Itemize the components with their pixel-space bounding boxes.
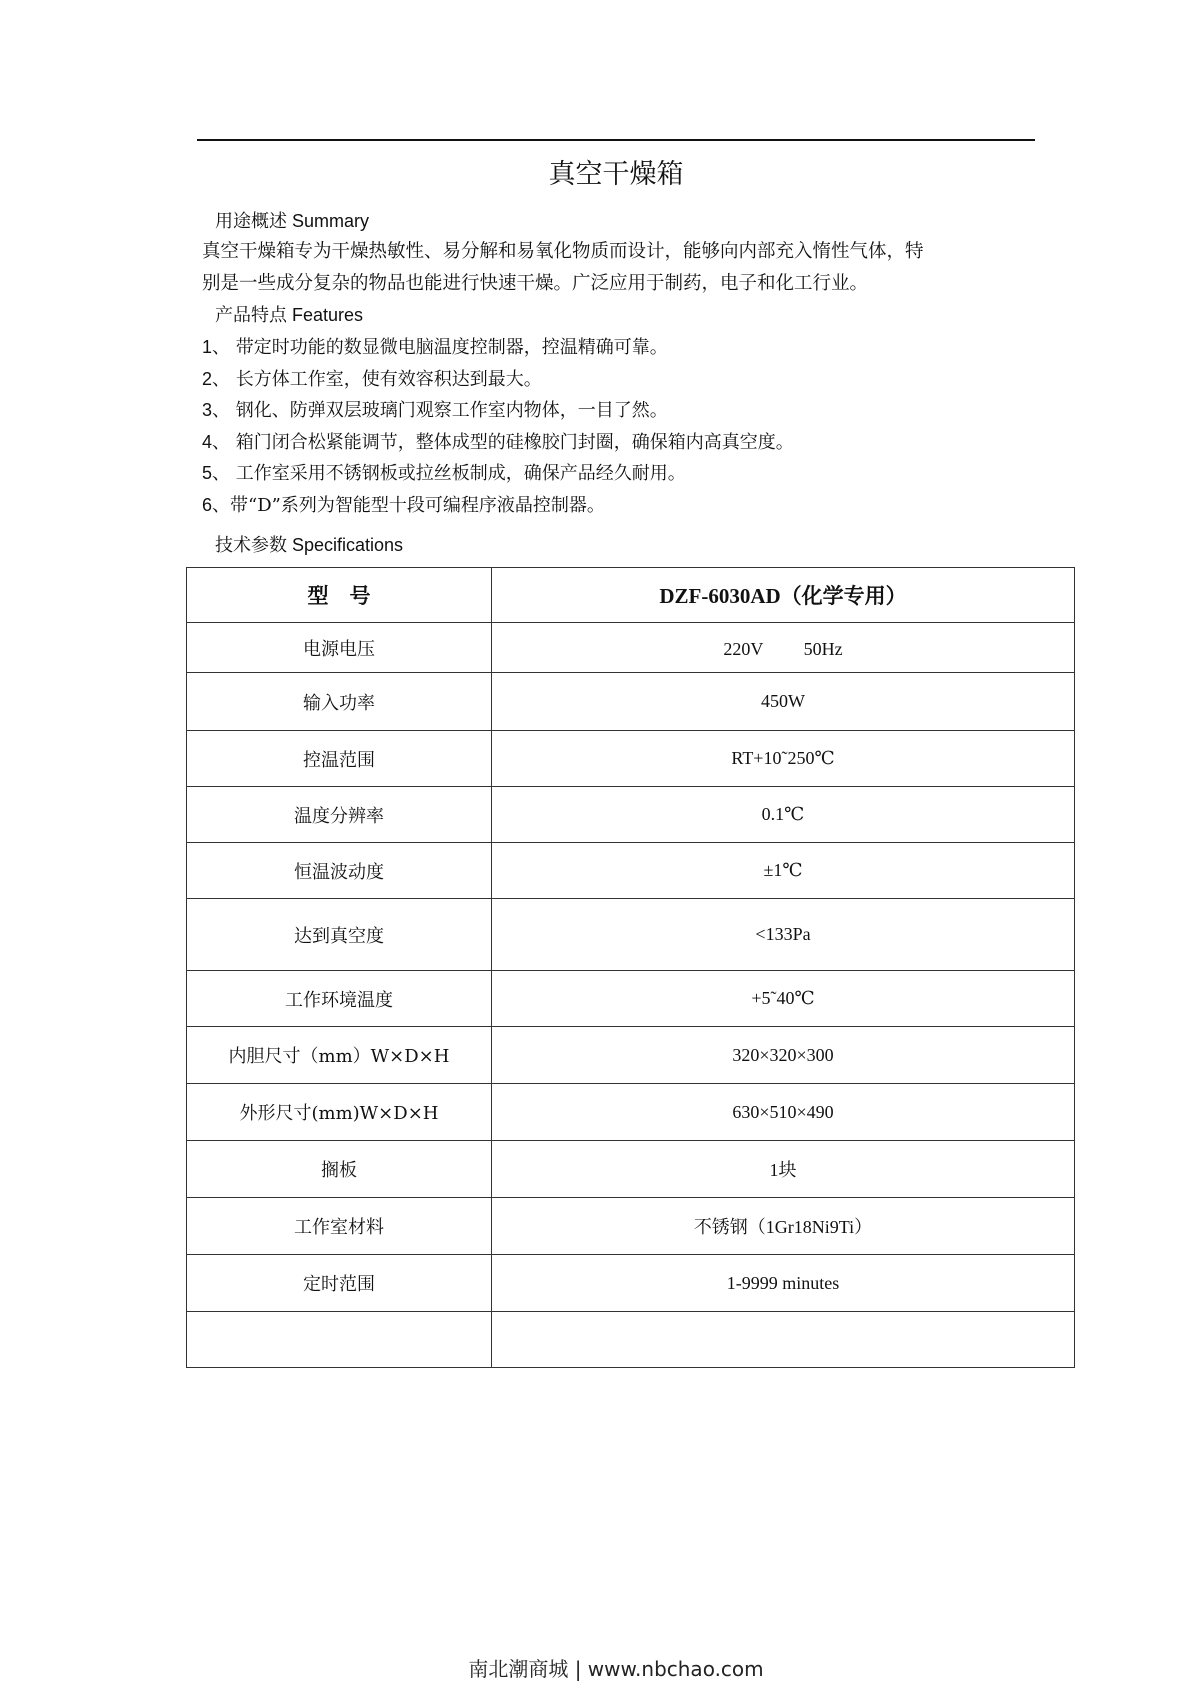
table-row: [187, 1084, 1075, 1141]
spec-value-cell: 0.1℃: [492, 787, 1075, 843]
feature-item: [202, 458, 794, 490]
spec-label-cell: 搁板: [187, 1141, 492, 1198]
features-list: [202, 332, 794, 522]
feature-item: [202, 490, 794, 522]
spec-value-cell: +5˜40℃: [492, 971, 1075, 1027]
feature-number: 3、: [202, 400, 231, 421]
spec-value-cell: 220V 50Hz: [492, 623, 1075, 673]
feature-item: [202, 427, 794, 459]
feature-text: 工作室采用不锈钢板或拉丝板制成，确保产品经久耐用。: [230, 463, 686, 485]
spec-label-cell: 温度分辨率: [187, 787, 492, 843]
feature-number: 2、: [202, 368, 231, 389]
spec-label-cell: 定时范围: [187, 1255, 492, 1312]
summary-line: 别是一些成分复杂的物品也能进行快速干燥。广泛应用于制药，电子和化工行业。: [202, 273, 869, 294]
spec-value-cell: 630×510×490: [492, 1084, 1075, 1141]
feature-item: [202, 395, 794, 427]
table-row: [187, 1255, 1075, 1312]
table-row: [187, 899, 1075, 971]
specifications-heading: 技术参数 Specifications: [215, 535, 404, 555]
spec-value-cell: 1-9999 minutes: [492, 1255, 1075, 1312]
spec-label-cell: 控温范围: [187, 731, 492, 787]
spec-value-cell: 1块: [492, 1141, 1075, 1198]
features-heading: 产品特点 Features: [215, 305, 364, 325]
table-row: [187, 623, 1075, 673]
spec-label-cell: 外形尺寸(mm)W×D×H: [187, 1084, 492, 1141]
table-row: [187, 673, 1075, 731]
summary-heading: 用途概述 Summary: [215, 211, 370, 231]
spec-label-cell: 工作室材料: [187, 1198, 492, 1255]
feature-number: 5、: [202, 463, 231, 484]
table-row: [187, 843, 1075, 899]
table-row: [187, 1312, 1075, 1368]
feature-item: [202, 364, 794, 396]
footer-watermark: 南北潮商城 | www.nbchao.com: [468, 1657, 764, 1681]
feature-number: 6、: [202, 494, 231, 515]
spec-label-cell: 工作环境温度: [187, 971, 492, 1027]
summary-line: 真空干燥箱专为干燥热敏性、易分解和易氧化物质而设计，能够向内部充入惰性气体，特: [202, 241, 924, 262]
spec-label-cell: [187, 1312, 492, 1368]
spec-label-cell: 达到真空度: [187, 899, 492, 971]
spec-label-cell: 输入功率: [187, 673, 492, 731]
feature-number: 4、: [202, 431, 231, 452]
feature-text: 带定时功能的数显微电脑温度控制器，控温精确可靠。: [230, 337, 668, 358]
spec-value-cell: 不锈钢（1Gr18Ni9Ti）: [492, 1198, 1075, 1255]
spec-label-cell: 内胆尺寸（mm）W×D×H: [187, 1027, 492, 1084]
table-header-row: [187, 568, 1075, 623]
spec-value-cell: [492, 1312, 1075, 1368]
header-value-cell: DZF-6030AD（化学专用）: [492, 568, 1075, 623]
table-row: [187, 731, 1075, 787]
spec-value-cell: 450W: [492, 673, 1075, 731]
table-row: [187, 787, 1075, 843]
feature-text: 钢化、防弹双层玻璃门观察工作室内物体，一目了然。: [230, 400, 668, 422]
page-title: 真空干燥箱: [548, 159, 684, 190]
specifications-table: [186, 567, 1075, 1368]
spec-value-cell: ±1℃: [492, 843, 1075, 899]
feature-item: [202, 332, 794, 364]
feature-text: 带“D”系列为智能型十段可编程序液晶控制器。: [230, 494, 605, 516]
spec-label-cell: 电源电压: [187, 623, 492, 673]
spec-label-cell: 恒温波动度: [187, 843, 492, 899]
table-row: [187, 1141, 1075, 1198]
spec-value-cell: 320×320×300: [492, 1027, 1075, 1084]
header-label-cell: 型 号: [187, 568, 492, 623]
spec-value-cell: <133Pa: [492, 899, 1075, 971]
summary-paragraph: [202, 236, 1042, 300]
spec-value-cell: RT+10˜250℃: [492, 731, 1075, 787]
feature-number: 1、: [202, 337, 231, 357]
table-row: [187, 971, 1075, 1027]
header-rule: [197, 139, 1035, 141]
table-row: [187, 1027, 1075, 1084]
feature-text: 箱门闭合松紧能调节，整体成型的硅橡胶门封圈，确保箱内高真空度。: [230, 431, 794, 453]
feature-text: 长方体工作室，使有效容积达到最大。: [230, 368, 542, 390]
table-row: [187, 1198, 1075, 1255]
